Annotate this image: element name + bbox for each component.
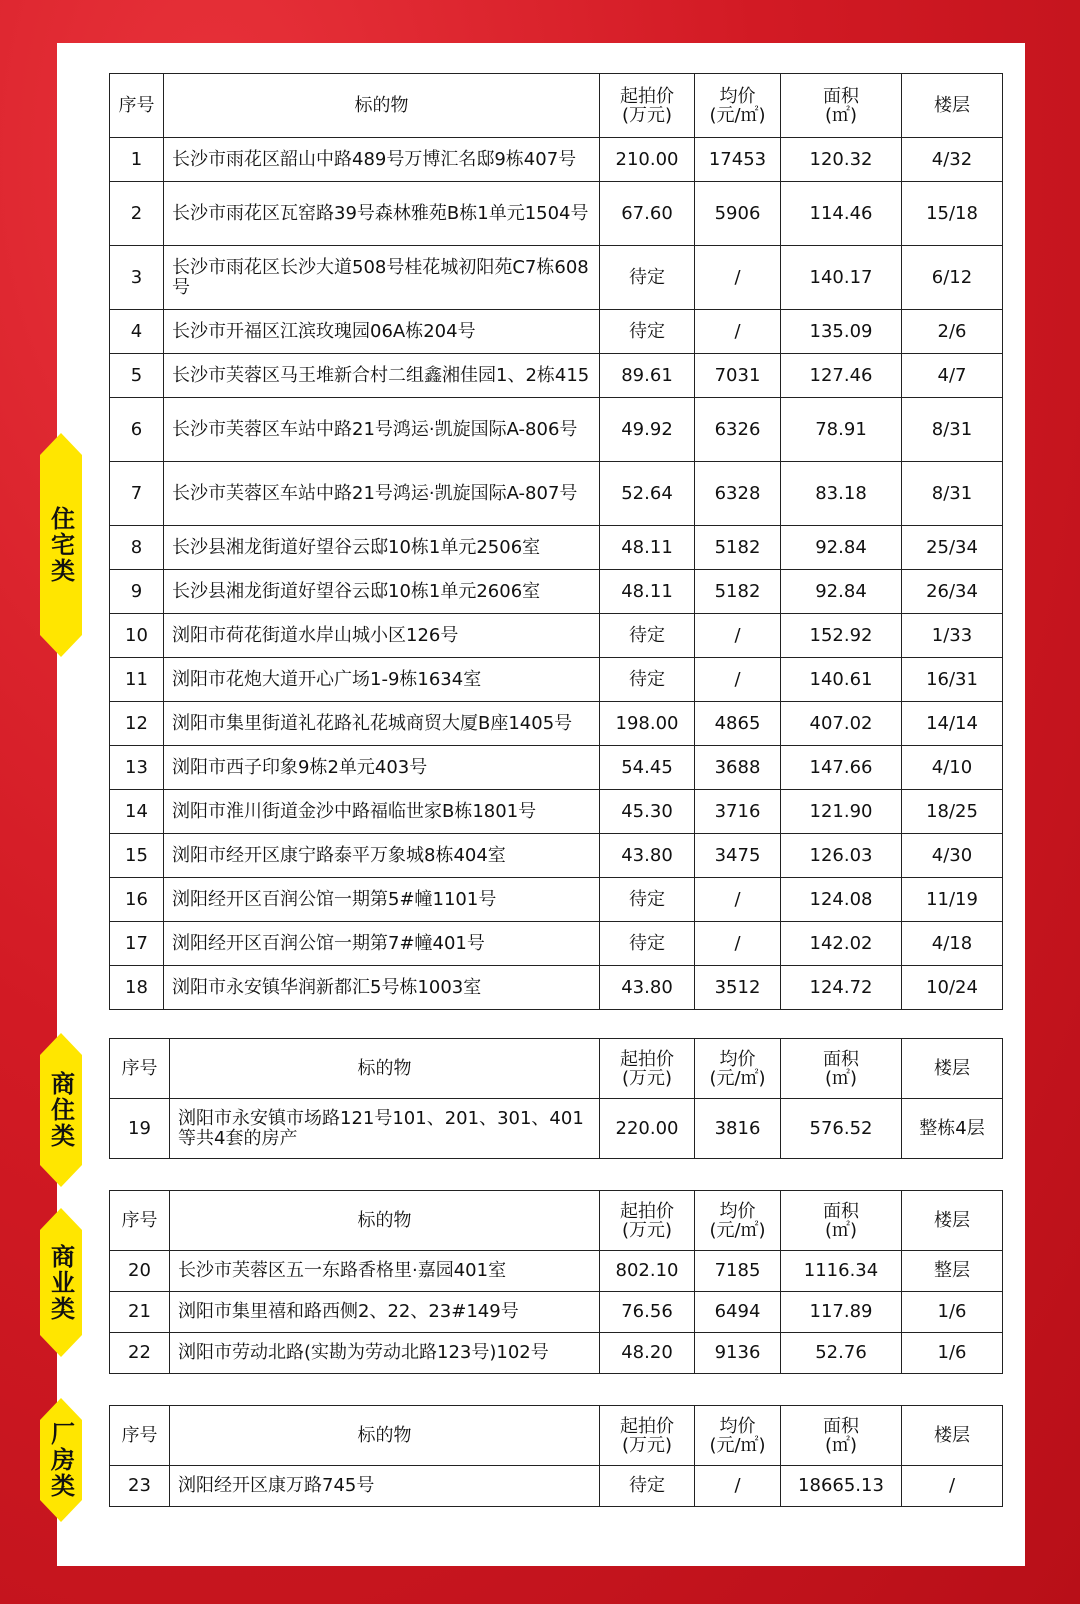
cell-item: 长沙市雨花区瓦窑路39号森林雅苑B栋1单元1504号 (164, 182, 600, 246)
table-row (110, 1466, 1003, 1507)
header-floor: 楼层 (902, 1406, 1003, 1466)
cell-price: 48.11 (600, 526, 695, 570)
cell-price: 待定 (600, 1466, 695, 1507)
table-header-row (110, 1191, 1003, 1251)
header-price: 起拍价 (万元) (600, 1406, 695, 1466)
cell-item: 浏阳市经开区康宁路泰平万象城8栋404室 (164, 834, 600, 878)
cell-no: 9 (110, 570, 164, 614)
cell-avg: / (695, 614, 781, 658)
header-avg: 均价 (元/㎡) (695, 1406, 781, 1466)
category-tag-commercial-residential: 商住类 (40, 1055, 82, 1165)
cell-item: 浏阳市西子印象9栋2单元403号 (164, 746, 600, 790)
header-no: 序号 (110, 1406, 170, 1466)
factory-table (109, 1405, 1003, 1507)
cell-area: 127.46 (781, 354, 902, 398)
header-floor: 楼层 (902, 74, 1003, 138)
cell-no: 10 (110, 614, 164, 658)
cell-item: 长沙市开福区江滨玫瑰园06A栋204号 (164, 310, 600, 354)
cell-area: 114.46 (781, 182, 902, 246)
cell-area: 147.66 (781, 746, 902, 790)
cell-avg: 5906 (695, 182, 781, 246)
commercial-residential-table (109, 1038, 1003, 1159)
cell-floor: 1/33 (902, 614, 1003, 658)
cell-area: 407.02 (781, 702, 902, 746)
cell-floor: / (902, 1466, 1003, 1507)
cell-avg: / (695, 658, 781, 702)
cell-floor: 15/18 (902, 182, 1003, 246)
category-tag-commercial: 商业类 (40, 1230, 82, 1335)
table-row (110, 1251, 1003, 1292)
table-row (110, 1333, 1003, 1374)
table-row (110, 182, 1003, 246)
table-row (110, 398, 1003, 462)
cell-no: 6 (110, 398, 164, 462)
cell-avg: 3512 (695, 966, 781, 1010)
cell-area: 1116.34 (781, 1251, 902, 1292)
cell-item: 长沙市雨花区韶山中路489号万博汇名邸9栋407号 (164, 138, 600, 182)
cell-avg: / (695, 246, 781, 310)
cell-avg: 6326 (695, 398, 781, 462)
table-row (110, 658, 1003, 702)
cell-area: 18665.13 (781, 1466, 902, 1507)
cell-area: 83.18 (781, 462, 902, 526)
cell-floor: 26/34 (902, 570, 1003, 614)
cell-price: 待定 (600, 658, 695, 702)
cell-avg: 6328 (695, 462, 781, 526)
header-item: 标的物 (170, 1191, 600, 1251)
cell-price: 76.56 (600, 1292, 695, 1333)
cell-avg: / (695, 878, 781, 922)
cell-price: 43.80 (600, 966, 695, 1010)
table-header-row (110, 74, 1003, 138)
table-header-row (110, 1406, 1003, 1466)
cell-area: 152.92 (781, 614, 902, 658)
cell-item: 长沙县湘龙街道好望谷云邸10栋1单元2506室 (164, 526, 600, 570)
header-area: 面积 (㎡) (781, 1039, 902, 1099)
cell-price: 802.10 (600, 1251, 695, 1292)
residential-table (109, 73, 1003, 1010)
table-row (110, 1099, 1003, 1159)
cell-avg: / (695, 922, 781, 966)
cell-price: 48.11 (600, 570, 695, 614)
header-floor: 楼层 (902, 1039, 1003, 1099)
header-area: 面积 (㎡) (781, 74, 902, 138)
cell-no: 18 (110, 966, 164, 1010)
cell-price: 210.00 (600, 138, 695, 182)
table-row (110, 614, 1003, 658)
cell-area: 117.89 (781, 1292, 902, 1333)
table-row (110, 790, 1003, 834)
cell-price: 待定 (600, 878, 695, 922)
cell-no: 3 (110, 246, 164, 310)
cell-avg: / (695, 310, 781, 354)
table-row (110, 702, 1003, 746)
table-row (110, 526, 1003, 570)
cell-item: 浏阳市淮川街道金沙中路福临世家B栋1801号 (164, 790, 600, 834)
cell-price: 48.20 (600, 1333, 695, 1374)
table-row (110, 966, 1003, 1010)
header-avg: 均价 (元/㎡) (695, 1191, 781, 1251)
cell-area: 126.03 (781, 834, 902, 878)
cell-floor: 10/24 (902, 966, 1003, 1010)
table-header-row (110, 1039, 1003, 1099)
cell-area: 78.91 (781, 398, 902, 462)
cell-avg: 7031 (695, 354, 781, 398)
table-row (110, 138, 1003, 182)
cell-item: 长沙市雨花区长沙大道508号桂花城初阳苑C7栋608号 (164, 246, 600, 310)
cell-floor: 1/6 (902, 1333, 1003, 1374)
table-row (110, 834, 1003, 878)
cell-avg: 3475 (695, 834, 781, 878)
cell-floor: 16/31 (902, 658, 1003, 702)
cell-avg: 3816 (695, 1099, 781, 1159)
cell-item: 浏阳市集里禧和路西侧2、22、23#149号 (170, 1292, 600, 1333)
cell-area: 142.02 (781, 922, 902, 966)
commercial-table (109, 1190, 1003, 1374)
cell-no: 23 (110, 1466, 170, 1507)
cell-area: 52.76 (781, 1333, 902, 1374)
cell-floor: 8/31 (902, 398, 1003, 462)
cell-avg: 3716 (695, 790, 781, 834)
category-tag-residential: 住宅类 (40, 455, 82, 635)
category-tag-factory: 厂房类 (40, 1420, 82, 1500)
cell-price: 43.80 (600, 834, 695, 878)
cell-area: 120.32 (781, 138, 902, 182)
cell-avg: 6494 (695, 1292, 781, 1333)
cell-area: 124.08 (781, 878, 902, 922)
cell-floor: 4/18 (902, 922, 1003, 966)
cell-floor: 4/32 (902, 138, 1003, 182)
cell-item: 长沙市芙蓉区五一东路香格里·嘉园401室 (170, 1251, 600, 1292)
cell-item: 浏阳经开区百润公馆一期第5#幢1101号 (164, 878, 600, 922)
cell-floor: 整层 (902, 1251, 1003, 1292)
cell-floor: 1/6 (902, 1292, 1003, 1333)
cell-avg: 5182 (695, 570, 781, 614)
cell-floor: 18/25 (902, 790, 1003, 834)
cell-avg: 17453 (695, 138, 781, 182)
cell-price: 49.92 (600, 398, 695, 462)
table-row (110, 246, 1003, 310)
header-floor: 楼层 (902, 1191, 1003, 1251)
table-row (110, 462, 1003, 526)
cell-no: 14 (110, 790, 164, 834)
header-no: 序号 (110, 1039, 170, 1099)
cell-area: 121.90 (781, 790, 902, 834)
cell-price: 220.00 (600, 1099, 695, 1159)
cell-floor: 4/10 (902, 746, 1003, 790)
cell-item: 长沙市芙蓉区车站中路21号鸿运·凯旋国际A-807号 (164, 462, 600, 526)
cell-no: 19 (110, 1099, 170, 1159)
cell-no: 7 (110, 462, 164, 526)
table-row (110, 922, 1003, 966)
cell-floor: 6/12 (902, 246, 1003, 310)
header-area: 面积 (㎡) (781, 1406, 902, 1466)
cell-no: 13 (110, 746, 164, 790)
cell-price: 待定 (600, 922, 695, 966)
cell-no: 15 (110, 834, 164, 878)
header-avg: 均价 (元/㎡) (695, 74, 781, 138)
header-no: 序号 (110, 1191, 170, 1251)
header-price: 起拍价 (万元) (600, 74, 695, 138)
cell-no: 22 (110, 1333, 170, 1374)
cell-no: 21 (110, 1292, 170, 1333)
cell-price: 198.00 (600, 702, 695, 746)
table-row (110, 878, 1003, 922)
header-price: 起拍价 (万元) (600, 1191, 695, 1251)
cell-floor: 25/34 (902, 526, 1003, 570)
cell-price: 待定 (600, 614, 695, 658)
header-area: 面积 (㎡) (781, 1191, 902, 1251)
cell-item: 浏阳经开区康万路745号 (170, 1466, 600, 1507)
cell-avg: / (695, 1466, 781, 1507)
cell-price: 54.45 (600, 746, 695, 790)
cell-floor: 整栋4层 (902, 1099, 1003, 1159)
header-no: 序号 (110, 74, 164, 138)
cell-area: 92.84 (781, 526, 902, 570)
header-item: 标的物 (164, 74, 600, 138)
cell-item: 浏阳市永安镇华润新都汇5号栋1003室 (164, 966, 600, 1010)
cell-price: 89.61 (600, 354, 695, 398)
cell-price: 待定 (600, 246, 695, 310)
cell-no: 2 (110, 182, 164, 246)
cell-no: 12 (110, 702, 164, 746)
header-item: 标的物 (170, 1406, 600, 1466)
cell-floor: 4/7 (902, 354, 1003, 398)
cell-area: 140.17 (781, 246, 902, 310)
cell-no: 4 (110, 310, 164, 354)
header-price: 起拍价 (万元) (600, 1039, 695, 1099)
cell-floor: 2/6 (902, 310, 1003, 354)
cell-item: 长沙县湘龙街道好望谷云邸10栋1单元2606室 (164, 570, 600, 614)
cell-price: 67.60 (600, 182, 695, 246)
cell-no: 17 (110, 922, 164, 966)
table-row (110, 354, 1003, 398)
cell-item: 长沙市芙蓉区马王堆新合村二组鑫湘佳园1、2栋415 (164, 354, 600, 398)
cell-price: 52.64 (600, 462, 695, 526)
table-row (110, 746, 1003, 790)
cell-area: 124.72 (781, 966, 902, 1010)
cell-item: 长沙市芙蓉区车站中路21号鸿运·凯旋国际A-806号 (164, 398, 600, 462)
cell-avg: 4865 (695, 702, 781, 746)
table-row (110, 1292, 1003, 1333)
cell-avg: 5182 (695, 526, 781, 570)
cell-floor: 8/31 (902, 462, 1003, 526)
cell-area: 576.52 (781, 1099, 902, 1159)
cell-avg: 3688 (695, 746, 781, 790)
table-row (110, 310, 1003, 354)
cell-avg: 9136 (695, 1333, 781, 1374)
cell-item: 浏阳市花炮大道开心广场1-9栋1634室 (164, 658, 600, 702)
cell-floor: 4/30 (902, 834, 1003, 878)
cell-area: 135.09 (781, 310, 902, 354)
cell-floor: 11/19 (902, 878, 1003, 922)
header-avg: 均价 (元/㎡) (695, 1039, 781, 1099)
cell-no: 16 (110, 878, 164, 922)
header-item: 标的物 (170, 1039, 600, 1099)
cell-item: 浏阳市永安镇市场路121号101、201、301、401等共4套的房产 (170, 1099, 600, 1159)
cell-floor: 14/14 (902, 702, 1003, 746)
cell-item: 浏阳市劳动北路(实勘为劳动北路123号)102号 (170, 1333, 600, 1374)
cell-price: 45.30 (600, 790, 695, 834)
cell-area: 92.84 (781, 570, 902, 614)
cell-item: 浏阳经开区百润公馆一期第7#幢401号 (164, 922, 600, 966)
cell-item: 浏阳市荷花街道水岸山城小区126号 (164, 614, 600, 658)
cell-price: 待定 (600, 310, 695, 354)
cell-no: 20 (110, 1251, 170, 1292)
cell-no: 5 (110, 354, 164, 398)
cell-area: 140.61 (781, 658, 902, 702)
table-row (110, 570, 1003, 614)
cell-avg: 7185 (695, 1251, 781, 1292)
cell-item: 浏阳市集里街道礼花路礼花城商贸大厦B座1405号 (164, 702, 600, 746)
cell-no: 11 (110, 658, 164, 702)
cell-no: 8 (110, 526, 164, 570)
cell-no: 1 (110, 138, 164, 182)
